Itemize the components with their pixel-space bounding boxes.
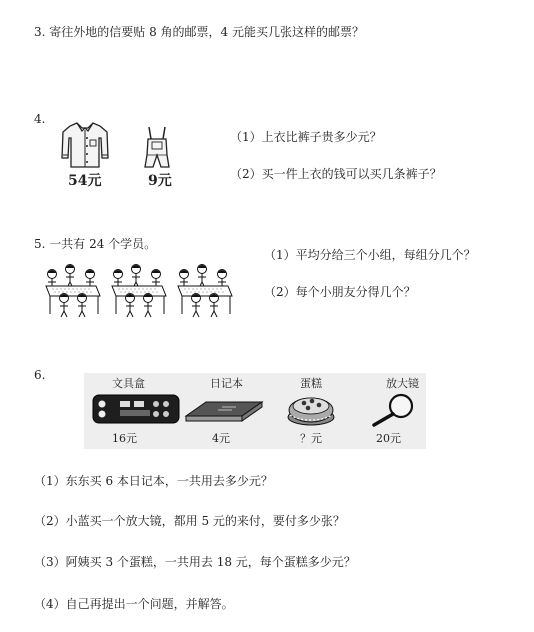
item-name-diary: 日记本 <box>210 377 243 390</box>
item-name-magnifier: 放大镜 <box>386 377 419 390</box>
shirt-icon <box>60 120 110 170</box>
magnifier-icon <box>368 393 418 427</box>
item-name-pencil-case: 文具盒 <box>112 377 145 390</box>
item-price-magnifier: 20元 <box>376 432 401 445</box>
diary-icon <box>184 398 264 424</box>
question-5-text: 5. 一共有 24 个学员。 <box>34 237 157 251</box>
question-4-number: 4. <box>34 112 46 126</box>
overalls-icon <box>140 125 174 171</box>
question-3-text: 3. 寄往外地的信要贴 8 角的邮票，4 元能买几张这样的邮票？ <box>34 25 364 39</box>
question-5-sub1: （1）平均分给三个小组，每组分几个？ <box>264 248 476 262</box>
question-6-sub1: （1）东东买 6 本日记本，一共用去多少元？ <box>34 474 273 488</box>
item-price-pencil-case: 16元 <box>112 432 137 445</box>
question-6-sub2: （2）小蓝买一个放大镜，都用 5 元的来付，要付多少张？ <box>34 514 345 528</box>
question-6-number: 6. <box>34 368 46 382</box>
pants-price: 9元 <box>148 173 172 189</box>
cake-icon <box>286 393 336 427</box>
item-name-cake: 蛋糕 <box>300 377 322 390</box>
pencil-case-icon <box>92 394 180 424</box>
question-6-sub3: （3）阿姨买 3 个蛋糕，一共用去 18 元，每个蛋糕多少元？ <box>34 555 356 569</box>
item-price-diary: 4元 <box>212 432 230 445</box>
question-5-sub2: （2）每个小朋友分得几个？ <box>264 285 416 299</box>
shirt-price: 54元 <box>68 173 102 189</box>
question-6-sub4: （4）自己再提出一个问题，并解答。 <box>34 597 234 611</box>
question-4-sub1: （1）上衣比裤子贵多少元？ <box>230 130 382 144</box>
question-4-sub2: （2）买一件上衣的钱可以买几条裤子？ <box>230 167 442 181</box>
item-price-cake: ？元 <box>300 432 322 445</box>
students-at-desks-illustration <box>42 262 242 320</box>
